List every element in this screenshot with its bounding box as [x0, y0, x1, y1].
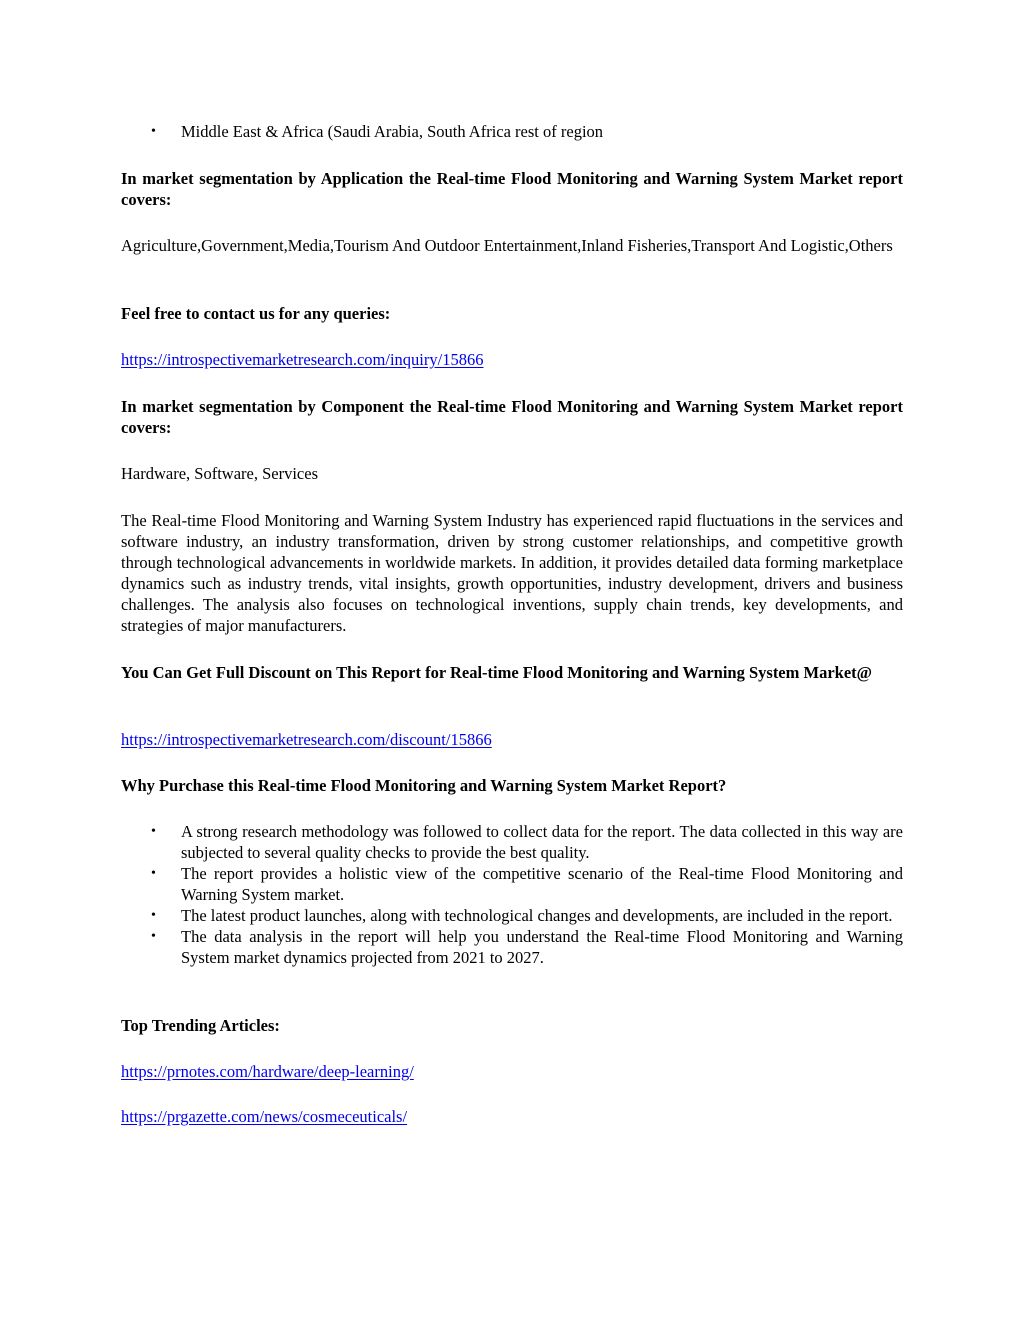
discount-heading: You Can Get Full Discount on This Report for Real-time Flood Monitoring and Warning System Market@: [121, 663, 872, 682]
application-list: Agriculture,Government,Media,Tourism And Outdoor Entertainment,Inland Fisheries,Transport And Logistic,Others: [121, 236, 893, 255]
list-item: [121, 905, 903, 926]
why-bullet-text: A strong research methodology was followed to collect data for the report. The data collected in this way are subjected to several quality checks to provide the best quality.: [181, 822, 903, 862]
why-bullet-text: The report provides a holistic view of the competitive scenario of the Real-time Flood Monitoring and Warning System market.: [181, 864, 903, 904]
region-list: [121, 121, 903, 142]
trending-link[interactable]: https://prnotes.com/hardware/deep-learning/: [121, 1062, 414, 1081]
industry-paragraph: The Real-time Flood Monitoring and Warning System Industry has experienced rapid fluctuations in the services and software industry, an industry transformation, driven by strong customer relationships, and competitive growth through technological advancements in worldwide markets. In addition, it provides detailed data forming marketplace dynamics such as industry trends, vital insights, growth opportunities, industry development, drivers and business challenges. The analysis also focuses on technological inventions, supply chain trends, key developments, and strategies of major manufacturers.: [121, 511, 903, 635]
why-purchase-heading: Why Purchase this Real-time Flood Monitoring and Warning System Market Report?: [121, 776, 727, 795]
why-bullet-text: The latest product launches, along with technological changes and developments, are included in the report.: [181, 906, 893, 925]
bullet-icon: •: [151, 124, 156, 139]
component-list: Hardware, Software, Services: [121, 464, 319, 483]
application-heading: In market segmentation by Application the Real-time Flood Monitoring and Warning System Market report covers:: [121, 169, 903, 209]
contact-heading: Feel free to contact us for any queries:: [121, 304, 391, 323]
trending-heading: Top Trending Articles:: [121, 1016, 280, 1035]
list-item: [121, 821, 903, 863]
bullet-icon: •: [151, 929, 156, 944]
bullet-icon: •: [151, 824, 156, 839]
component-heading: In market segmentation by Component the Real-time Flood Monitoring and Warning System Market report covers:: [121, 397, 903, 437]
bullet-icon: •: [151, 908, 156, 923]
list-item: [121, 121, 903, 142]
discount-link[interactable]: https://introspectivemarketresearch.com/discount/15866: [121, 730, 492, 749]
why-purchase-list: [121, 821, 903, 968]
list-item: [121, 926, 903, 968]
list-item: [121, 863, 903, 905]
bullet-icon: •: [151, 866, 156, 881]
trending-link[interactable]: https://prgazette.com/news/cosmeceuticals/: [121, 1107, 408, 1126]
inquiry-link[interactable]: https://introspectivemarketresearch.com/inquiry/15866: [121, 350, 484, 369]
why-bullet-text: The data analysis in the report will help you understand the Real-time Flood Monitoring and Warning System market dynamics projected from 2021 to 2027.: [181, 927, 903, 967]
region-bullet-text: Middle East & Africa (Saudi Arabia, South Africa rest of region: [181, 122, 604, 141]
